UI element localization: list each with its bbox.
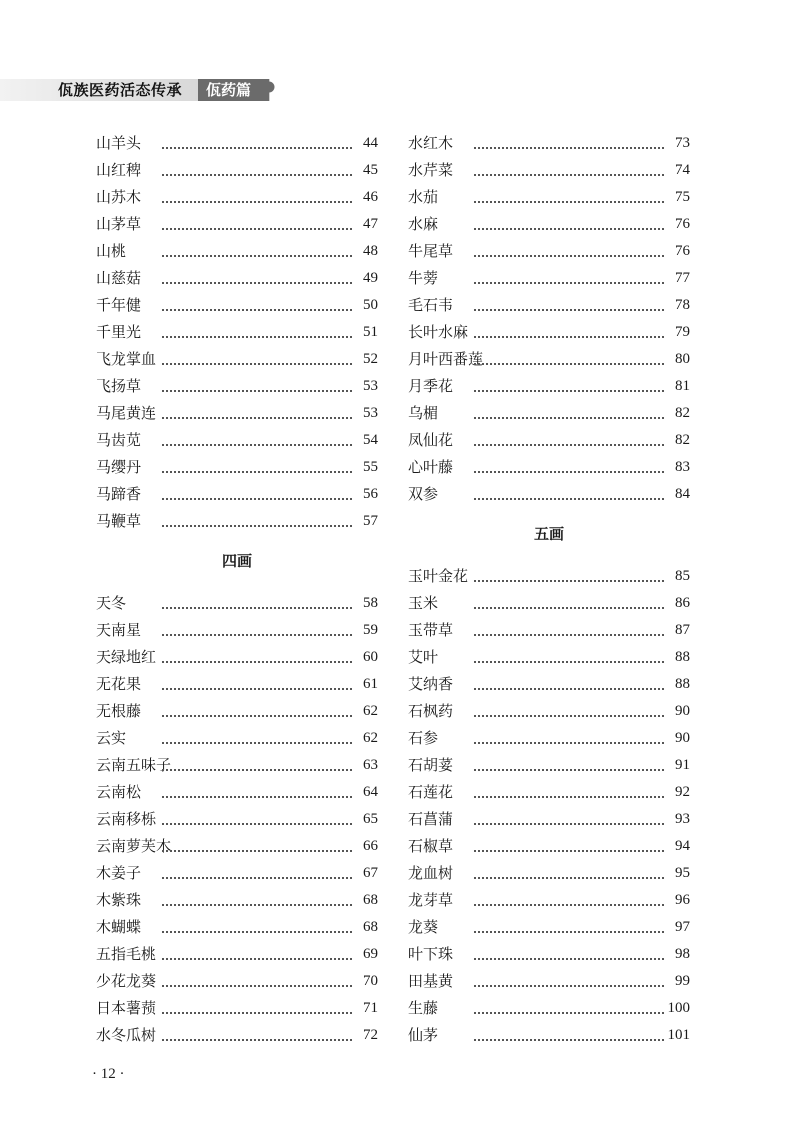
toc-entry	[96, 400, 378, 427]
toc-entry-name: 五指毛桃	[96, 945, 157, 963]
toc-entry	[408, 968, 690, 995]
toc-entry	[96, 779, 378, 806]
toc-entry-page: 90	[675, 730, 690, 746]
toc-entry	[408, 211, 690, 238]
toc-dot-leader	[162, 661, 352, 663]
toc-dot-leader	[162, 823, 352, 825]
toc-entry-name: 云南松	[96, 783, 142, 801]
toc-entry	[96, 346, 378, 373]
toc-dot-leader	[162, 228, 352, 230]
toc-entry-page: 75	[675, 189, 690, 205]
toc-dot-leader	[162, 282, 352, 284]
toc-entry-name: 水茄	[408, 188, 439, 206]
toc-entry-page: 44	[363, 135, 378, 151]
toc-dot-leader	[474, 904, 664, 906]
toc-dot-leader	[162, 147, 352, 149]
toc-entry	[96, 454, 378, 481]
toc-entry-page: 69	[363, 946, 378, 962]
toc-dot-leader	[162, 336, 352, 338]
toc-entry	[408, 1022, 690, 1049]
toc-dot-leader	[474, 471, 664, 473]
toc-dot-leader	[162, 498, 352, 500]
toc-dot-leader	[474, 1039, 664, 1041]
toc-entry	[96, 725, 378, 752]
toc-entry-page: 92	[675, 784, 690, 800]
toc-entry-name: 凤仙花	[408, 431, 454, 449]
toc-dot-leader	[474, 390, 664, 392]
toc-entry-page: 76	[675, 216, 690, 232]
toc-entry	[408, 427, 690, 454]
toc-entry-name: 生藤	[408, 999, 439, 1017]
toc-entry-page: 47	[363, 216, 378, 232]
toc-entry-name: 毛石韦	[408, 296, 454, 314]
toc-entry-name: 乌楣	[408, 404, 439, 422]
toc-entry-page: 87	[675, 622, 690, 638]
toc-entry-page: 96	[675, 892, 690, 908]
toc-entry-page: 66	[363, 838, 378, 854]
toc-entry-page: 94	[675, 838, 690, 854]
toc-entry-page: 51	[363, 324, 378, 340]
toc-entry	[408, 752, 690, 779]
toc-entry-name: 山苏木	[96, 188, 142, 206]
toc-entry-name: 水芹菜	[408, 161, 454, 179]
toc-entry-name: 云实	[96, 729, 127, 747]
toc-entry-name: 山桃	[96, 242, 127, 260]
toc-list-right-top	[408, 130, 690, 508]
toc-entry	[408, 779, 690, 806]
book-title: 佤族医药活态传承	[58, 81, 183, 99]
toc-dot-leader	[474, 255, 664, 257]
toc-entry-name: 月季花	[408, 377, 454, 395]
toc-entry	[96, 1022, 378, 1049]
toc-entry-name: 田基黄	[408, 972, 454, 990]
toc-entry-page: 79	[675, 324, 690, 340]
toc-entry-page: 52	[363, 351, 378, 367]
section-heading-5-strokes: 五画	[533, 525, 564, 543]
toc-dot-leader	[474, 688, 664, 690]
toc-entry-name: 石莲花	[408, 783, 454, 801]
toc-dot-leader	[162, 634, 352, 636]
toc-entry	[408, 238, 690, 265]
toc-entry-page: 85	[675, 568, 690, 584]
toc-entry-page: 74	[675, 162, 690, 178]
toc-entry-name: 石枫药	[408, 702, 454, 720]
toc-entry-name: 山茅草	[96, 215, 142, 233]
toc-entry	[96, 752, 378, 779]
toc-entry-name: 牛尾草	[408, 242, 454, 260]
toc-dot-leader	[474, 580, 664, 582]
toc-dot-leader	[474, 742, 664, 744]
toc-entry-page: 99	[675, 973, 690, 989]
toc-entry	[408, 806, 690, 833]
toc-entry-name: 水冬瓜树	[96, 1026, 157, 1044]
toc-entry-name: 水麻	[408, 215, 439, 233]
toc-entry	[408, 346, 690, 373]
toc-entry-name: 石胡荽	[408, 756, 454, 774]
toc-dot-leader	[474, 363, 664, 365]
toc-entry-page: 101	[667, 1027, 690, 1043]
toc-dot-leader	[162, 417, 352, 419]
toc-entry	[408, 860, 690, 887]
toc-entry	[96, 698, 378, 725]
toc-dot-leader	[162, 688, 352, 690]
toc-entry-name: 飞龙掌血	[96, 350, 157, 368]
toc-entry	[96, 860, 378, 887]
toc-entry-page: 88	[675, 676, 690, 692]
toc-dot-leader	[162, 1039, 352, 1041]
toc-dot-leader	[474, 417, 664, 419]
toc-entry-name: 玉带草	[408, 621, 454, 639]
toc-dot-leader	[474, 823, 664, 825]
toc-dot-leader	[162, 715, 352, 717]
toc-column-right	[408, 130, 690, 1049]
toc-entry-name: 千里光	[96, 323, 142, 341]
toc-dot-leader	[474, 282, 664, 284]
toc-entry	[96, 508, 378, 535]
toc-entry-page: 59	[363, 622, 378, 638]
toc-entry	[408, 319, 690, 346]
toc-entry-page: 70	[363, 973, 378, 989]
toc-list-left-top	[96, 130, 378, 535]
toc-entry-name: 马蹄香	[96, 485, 142, 503]
section-badge: 佤药篇	[198, 79, 259, 101]
toc-entry	[96, 941, 378, 968]
toc-entry-page: 95	[675, 865, 690, 881]
toc-entry-name: 龙芽草	[408, 891, 454, 909]
toc-dot-leader	[474, 877, 664, 879]
toc-dot-leader	[474, 985, 664, 987]
toc-entry	[408, 725, 690, 752]
toc-entry	[96, 130, 378, 157]
toc-dot-leader	[162, 363, 352, 365]
toc-dot-leader	[162, 742, 352, 744]
toc-entry-page: 45	[363, 162, 378, 178]
toc-entry-name: 山慈菇	[96, 269, 142, 287]
toc-entry	[408, 481, 690, 508]
toc-entry-page: 82	[675, 405, 690, 421]
toc-entry-name: 石菖蒲	[408, 810, 454, 828]
toc-entry-name: 无根藤	[96, 702, 142, 720]
toc-list-left-bottom	[96, 590, 378, 1049]
toc-dot-leader	[474, 1012, 664, 1014]
toc-dot-leader	[474, 201, 664, 203]
toc-entry	[408, 563, 690, 590]
toc-entry-page: 61	[363, 676, 378, 692]
toc-entry-page: 76	[675, 243, 690, 259]
toc-entry-name: 马尾黄连	[96, 404, 157, 422]
toc-dot-leader	[474, 147, 664, 149]
toc-entry	[96, 833, 378, 860]
toc-entry-name: 云南萝芙木	[96, 837, 172, 855]
toc-entry-name: 龙葵	[408, 918, 439, 936]
toc-dot-leader	[162, 1012, 352, 1014]
toc-entry-page: 63	[363, 757, 378, 773]
toc-entry	[408, 184, 690, 211]
puzzle-icon	[257, 79, 279, 101]
toc-dot-leader	[162, 174, 352, 176]
toc-entry-page: 54	[363, 432, 378, 448]
toc-entry	[408, 157, 690, 184]
toc-dot-leader	[162, 850, 352, 852]
section-heading-4-strokes: 四画	[221, 552, 252, 570]
toc-entry-name: 石椒草	[408, 837, 454, 855]
toc-entry-page: 72	[363, 1027, 378, 1043]
toc-entry-name: 无花果	[96, 675, 142, 693]
toc-entry-name: 木姜子	[96, 864, 142, 882]
toc-dot-leader	[162, 769, 352, 771]
toc-entry-page: 82	[675, 432, 690, 448]
toc-entry-page: 100	[667, 1000, 690, 1016]
toc-entry	[96, 968, 378, 995]
toc-dot-leader	[162, 796, 352, 798]
toc-entry	[96, 481, 378, 508]
toc-entry-name: 艾纳香	[408, 675, 454, 693]
toc-entry	[96, 319, 378, 346]
toc-dot-leader	[474, 661, 664, 663]
toc-entry	[96, 211, 378, 238]
toc-dot-leader	[162, 904, 352, 906]
toc-entry-page: 77	[675, 270, 690, 286]
toc-entry-name: 木蝴蝶	[96, 918, 142, 936]
toc-entry-page: 57	[363, 513, 378, 529]
toc-entry-name: 天南星	[96, 621, 142, 639]
toc-dot-leader	[474, 228, 664, 230]
toc-entry	[96, 644, 378, 671]
toc-entry	[96, 914, 378, 941]
toc-entry-page: 83	[675, 459, 690, 475]
toc-entry-page: 67	[363, 865, 378, 881]
toc-dot-leader	[162, 525, 352, 527]
toc-dot-leader	[474, 931, 664, 933]
toc-entry-page: 55	[363, 459, 378, 475]
toc-entry-name: 山红稗	[96, 161, 142, 179]
toc-entry-name: 叶下珠	[408, 945, 454, 963]
toc-entry	[408, 914, 690, 941]
toc-entry-name: 日本薯蓣	[96, 999, 157, 1017]
toc-dot-leader	[474, 498, 664, 500]
toc-dot-leader	[474, 309, 664, 311]
toc-list-right-bottom	[408, 563, 690, 1049]
page-number: · 12 ·	[92, 1066, 125, 1082]
toc-entry	[408, 833, 690, 860]
toc-entry	[408, 373, 690, 400]
toc-entry	[408, 698, 690, 725]
toc-dot-leader	[474, 958, 664, 960]
toc-entry-name: 石参	[408, 729, 439, 747]
toc-entry-name: 心叶藤	[408, 458, 454, 476]
toc-entry-name: 艾叶	[408, 648, 439, 666]
toc-entry-name: 少花龙葵	[96, 972, 157, 990]
toc-entry	[96, 157, 378, 184]
toc-entry-page: 50	[363, 297, 378, 313]
toc-entry-name: 月叶西番莲	[408, 350, 484, 368]
toc-dot-leader	[162, 444, 352, 446]
toc-dot-leader	[162, 931, 352, 933]
toc-dot-leader	[162, 201, 352, 203]
toc-dot-leader	[474, 769, 664, 771]
toc-entry-page: 80	[675, 351, 690, 367]
toc-entry	[408, 671, 690, 698]
toc-entry	[96, 373, 378, 400]
toc-entry-page: 53	[363, 405, 378, 421]
toc-entry-page: 49	[363, 270, 378, 286]
toc-entry-name: 马齿苋	[96, 431, 142, 449]
toc-entry-page: 56	[363, 486, 378, 502]
toc-entry-page: 84	[675, 486, 690, 502]
toc-dot-leader	[162, 607, 352, 609]
toc-entry-page: 98	[675, 946, 690, 962]
toc-entry	[408, 644, 690, 671]
toc-entry-name: 仙茅	[408, 1026, 439, 1044]
toc-entry-name: 马鞭草	[96, 512, 142, 530]
toc-entry-name: 龙血树	[408, 864, 454, 882]
toc-entry	[96, 995, 378, 1022]
toc-entry	[96, 887, 378, 914]
toc-entry-page: 71	[363, 1000, 378, 1016]
toc-dot-leader	[474, 336, 664, 338]
toc-entry-name: 马缨丹	[96, 458, 142, 476]
toc-dot-leader	[474, 444, 664, 446]
toc-entry-page: 73	[675, 135, 690, 151]
toc-entry-page: 97	[675, 919, 690, 935]
toc-entry-page: 62	[363, 703, 378, 719]
toc-entry-name: 山羊头	[96, 134, 142, 152]
toc-entry-name: 天冬	[96, 594, 127, 612]
toc-entry-page: 64	[363, 784, 378, 800]
toc-entry-name: 双参	[408, 485, 439, 503]
toc-entry-name: 木紫珠	[96, 891, 142, 909]
toc-dot-leader	[162, 309, 352, 311]
toc-entry	[408, 887, 690, 914]
toc-entry	[96, 427, 378, 454]
toc-entry-name: 云南移栎	[96, 810, 157, 828]
toc-entry-page: 78	[675, 297, 690, 313]
toc-entry	[408, 995, 690, 1022]
toc-dot-leader	[162, 958, 352, 960]
toc-entry-name: 牛蒡	[408, 269, 439, 287]
toc-entry	[96, 265, 378, 292]
toc-dot-leader	[162, 390, 352, 392]
toc-dot-leader	[474, 850, 664, 852]
toc-entry-name: 千年健	[96, 296, 142, 314]
toc-entry-page: 58	[363, 595, 378, 611]
toc-dot-leader	[474, 634, 664, 636]
toc-entry-page: 68	[363, 919, 378, 935]
toc-dot-leader	[162, 877, 352, 879]
toc-entry-page: 91	[675, 757, 690, 773]
toc-entry-page: 65	[363, 811, 378, 827]
toc-entry	[408, 454, 690, 481]
toc-entry	[408, 292, 690, 319]
toc-dot-leader	[162, 985, 352, 987]
toc-entry	[408, 265, 690, 292]
toc-entry-name: 玉米	[408, 594, 439, 612]
toc-dot-leader	[474, 607, 664, 609]
toc-entry-name: 水红木	[408, 134, 454, 152]
toc-entry	[408, 130, 690, 157]
toc-entry-name: 天绿地红	[96, 648, 157, 666]
toc-dot-leader	[162, 255, 352, 257]
toc-entry-page: 90	[675, 703, 690, 719]
toc-entry-page: 68	[363, 892, 378, 908]
toc-column-left	[96, 130, 378, 1049]
toc-entry-page: 46	[363, 189, 378, 205]
toc-entry	[96, 238, 378, 265]
toc-entry-page: 60	[363, 649, 378, 665]
toc-entry-page: 62	[363, 730, 378, 746]
toc-entry	[408, 400, 690, 427]
toc-entry	[96, 590, 378, 617]
toc-entry	[96, 671, 378, 698]
toc-dot-leader	[474, 715, 664, 717]
toc-entry-page: 81	[675, 378, 690, 394]
toc-entry-page: 88	[675, 649, 690, 665]
toc-dot-leader	[162, 471, 352, 473]
toc-entry-page: 86	[675, 595, 690, 611]
toc-entry	[96, 292, 378, 319]
toc-entry	[408, 617, 690, 644]
toc-entry-name: 玉叶金花	[408, 567, 469, 585]
toc-entry-page: 48	[363, 243, 378, 259]
toc-entry-page: 93	[675, 811, 690, 827]
toc-dot-leader	[474, 796, 664, 798]
toc-entry	[408, 941, 690, 968]
toc-dot-leader	[474, 174, 664, 176]
toc-entry-name: 飞扬草	[96, 377, 142, 395]
toc-entry	[96, 617, 378, 644]
toc-entry	[96, 806, 378, 833]
toc-entry-name: 长叶水麻	[408, 323, 469, 341]
toc-entry-name: 云南五味子	[96, 756, 172, 774]
toc-entry	[408, 590, 690, 617]
toc-entry	[96, 184, 378, 211]
toc-entry-page: 53	[363, 378, 378, 394]
